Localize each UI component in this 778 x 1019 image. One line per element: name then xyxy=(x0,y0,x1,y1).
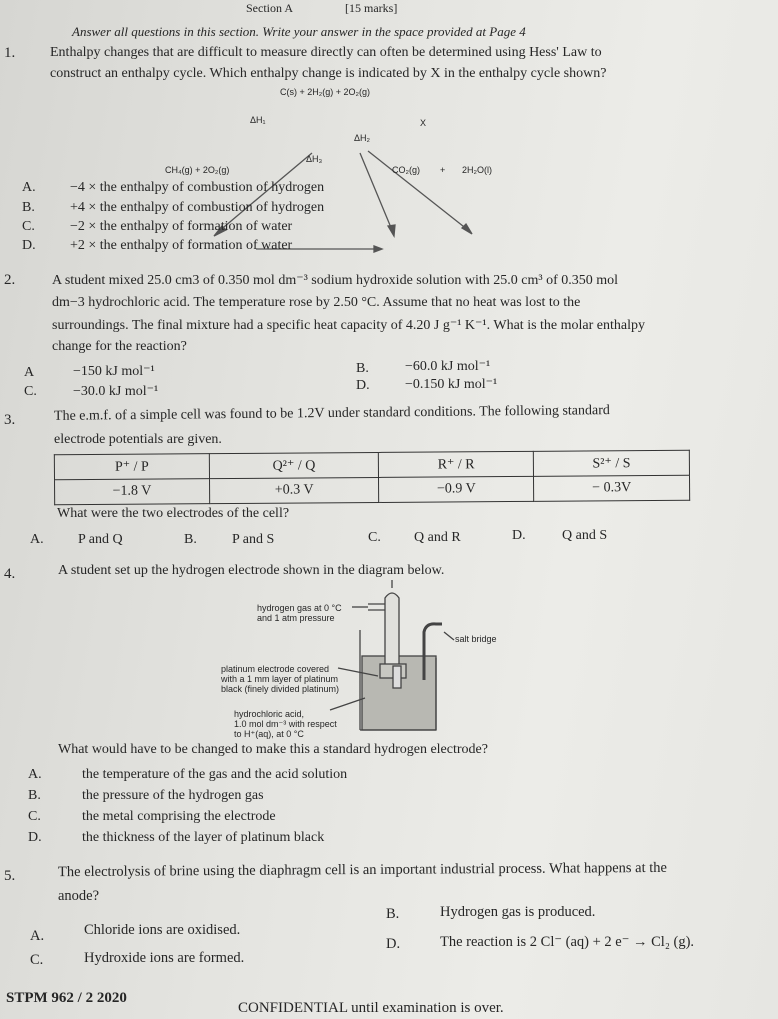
q2-text-2: dm−3 hydrochloric acid. The temperature rose by 2.50 °C. Assume that no heat was lost to the xyxy=(52,295,581,310)
q4-option-a[interactable]: the temperature of the gas and the acid solution xyxy=(82,767,348,782)
q2-option-d[interactable]: −0.150 kJ mol⁻¹ xyxy=(405,377,498,392)
q4-option-a-letter: A. xyxy=(28,767,42,782)
cycle-x: X xyxy=(420,118,427,128)
q2-text-4: change for the reaction? xyxy=(52,339,187,354)
q3-text-2: electrode potentials are given. xyxy=(54,432,222,447)
q1-option-a[interactable]: −4 × the enthalpy of combustion of hydrogen xyxy=(70,180,325,195)
q5-text-1: The electrolysis of brine using the diaphragm cell is an important industrial process. What happens at the xyxy=(57,859,668,881)
q4-option-c-letter: C. xyxy=(28,809,41,824)
paper-code: STPM 962 / 2 2020 xyxy=(6,990,127,1006)
q3-option-b-letter: B. xyxy=(184,532,197,547)
q3-option-d-letter: D. xyxy=(512,528,526,543)
q3-question: What were the two electrodes of the cell? xyxy=(57,506,290,521)
label-platinum-2: with a 1 mm layer of platinum xyxy=(221,674,339,684)
table-header: P⁺ / P xyxy=(54,454,209,480)
q3-option-d[interactable]: Q and S xyxy=(562,528,608,543)
label-platinum-1: platinum electrode covered xyxy=(221,664,330,674)
q1-option-c-letter: C. xyxy=(22,219,35,234)
table-cell: −1.8 V xyxy=(55,479,210,505)
q1-option-d-letter: D. xyxy=(22,238,36,253)
q2-number: 2. xyxy=(4,272,16,288)
cycle-left: CH₄(g) + 2O₂(g) xyxy=(165,165,230,175)
table-cell: −0.9 V xyxy=(379,476,534,502)
q5-option-b[interactable]: Hydrogen gas is produced. xyxy=(440,904,596,920)
table-header: R⁺ / R xyxy=(379,451,534,477)
q4-option-d[interactable]: the thickness of the layer of platinum black xyxy=(82,830,325,845)
q5-option-d[interactable]: The reaction is 2 Cl⁻ (aq) + 2 e⁻ → Cl₂ (g). xyxy=(440,934,695,950)
table-cell: − 0.3V xyxy=(534,475,690,501)
q2-text-3: surroundings. The final mixture had a specific heat capacity of 4.20 J g⁻¹ K⁻¹. What is the molar enthalpy xyxy=(52,318,645,333)
q1-option-a-letter: A. xyxy=(22,180,36,195)
section-marks: [15 marks] xyxy=(345,1,398,15)
q2-option-b[interactable]: −60.0 kJ mol⁻¹ xyxy=(405,359,491,374)
q3-option-a-letter: A. xyxy=(30,532,44,547)
q4-option-b-letter: B. xyxy=(28,788,41,803)
q4-option-c[interactable]: the metal comprising the electrode xyxy=(82,809,276,824)
q1-option-c[interactable]: −2 × the enthalpy of formation of water xyxy=(70,219,293,234)
section-title: Section A xyxy=(246,1,293,15)
table-header: Q²⁺ / Q xyxy=(209,452,379,478)
q1-option-d[interactable]: +2 × the enthalpy of formation of water xyxy=(70,238,293,253)
table-header: S²⁺ / S xyxy=(533,450,689,476)
q5-option-d-letter: D. xyxy=(386,936,401,952)
q3-option-b[interactable]: P and S xyxy=(232,532,275,547)
q1-number: 1. xyxy=(4,45,16,61)
instruction: Answer all questions in this section. Write your answer in the space provided at Page 4 xyxy=(72,24,526,39)
q3-text-1: The e.m.f. of a simple cell was found to be 1.2V under standard conditions. The following standard xyxy=(53,403,610,424)
q4-number: 4. xyxy=(4,566,16,582)
q2-text-1: A student mixed 25.0 cm3 of 0.350 mol dm⁻³ sodium hydroxide solution with 25.0 cm³ of 0.350 mol xyxy=(52,273,619,288)
cycle-dh1: ΔH₁ xyxy=(250,115,266,125)
q5-option-a-letter: A. xyxy=(30,928,45,944)
q2-option-a-letter: A xyxy=(24,365,35,380)
q5-option-c-letter: C. xyxy=(30,952,44,968)
q4-option-d-letter: D. xyxy=(28,830,42,845)
cycle-dh3: ΔH₃ xyxy=(306,154,323,164)
table-cell: +0.3 V xyxy=(209,477,379,503)
label-acid-1: hydrochloric acid, xyxy=(234,709,305,719)
q4-question: What would have to be changed to make this a standard hydrogen electrode? xyxy=(58,742,488,757)
q1-text-1: Enthalpy changes that are difficult to measure directly can often be determined using Hess' Law to xyxy=(50,45,602,60)
q5-text-2: anode? xyxy=(58,888,100,904)
q1-text-2: construct an enthalpy cycle. Which enthalpy change is indicated by X in the enthalpy cycle shown? xyxy=(50,66,607,81)
q1-option-b[interactable]: +4 × the enthalpy of combustion of hydrogen xyxy=(70,200,325,215)
label-platinum-3: black (finely divided platinum) xyxy=(221,684,340,694)
q2-option-c[interactable]: −30.0 kJ mol⁻¹ xyxy=(73,384,159,399)
q2-option-c-letter: C. xyxy=(24,384,37,399)
q5-option-c[interactable]: Hydroxide ions are formed. xyxy=(84,950,245,966)
cycle-right: 2H₂O(l) xyxy=(462,165,492,175)
q3-option-c-letter: C. xyxy=(368,530,381,545)
cycle-plus: + xyxy=(440,165,446,175)
q5-number: 5. xyxy=(4,868,16,884)
cycle-mid: CO₂(g) xyxy=(392,165,420,175)
q4-option-b[interactable]: the pressure of the hydrogen gas xyxy=(82,788,264,803)
q3-option-c[interactable]: Q and R xyxy=(414,530,461,545)
q3-number: 3. xyxy=(4,412,16,428)
q1-option-b-letter: B. xyxy=(22,200,35,215)
label-hydrogen-gas-2: and 1 atm pressure xyxy=(257,613,335,623)
electrode-potential-table xyxy=(54,450,690,505)
q4-text-1: A student set up the hydrogen electrode shown in the diagram below. xyxy=(58,563,445,578)
q3-option-a[interactable]: P and Q xyxy=(78,532,123,547)
label-acid-2: 1.0 mol dm⁻³ with respect xyxy=(234,719,337,729)
label-hydrogen-gas: hydrogen gas at 0 °C xyxy=(257,603,342,613)
q2-option-b-letter: B. xyxy=(356,361,369,376)
q2-option-d-letter: D. xyxy=(356,378,370,393)
label-acid-3: to H⁺(aq), at 0 °C xyxy=(234,729,304,739)
confidential-notice: CONFIDENTIAL until examination is over. xyxy=(238,1000,504,1016)
label-salt-bridge: salt bridge xyxy=(455,634,497,644)
q2-option-a[interactable]: −150 kJ mol⁻¹ xyxy=(73,364,155,379)
q5-option-b-letter: B. xyxy=(386,906,400,922)
q5-option-a[interactable]: Chloride ions are oxidised. xyxy=(84,922,241,938)
table-row xyxy=(55,475,690,504)
cycle-top: C(s) + 2H₂(g) + 2O₂(g) xyxy=(280,87,371,97)
cycle-dh2: ΔH₂ xyxy=(354,133,371,143)
